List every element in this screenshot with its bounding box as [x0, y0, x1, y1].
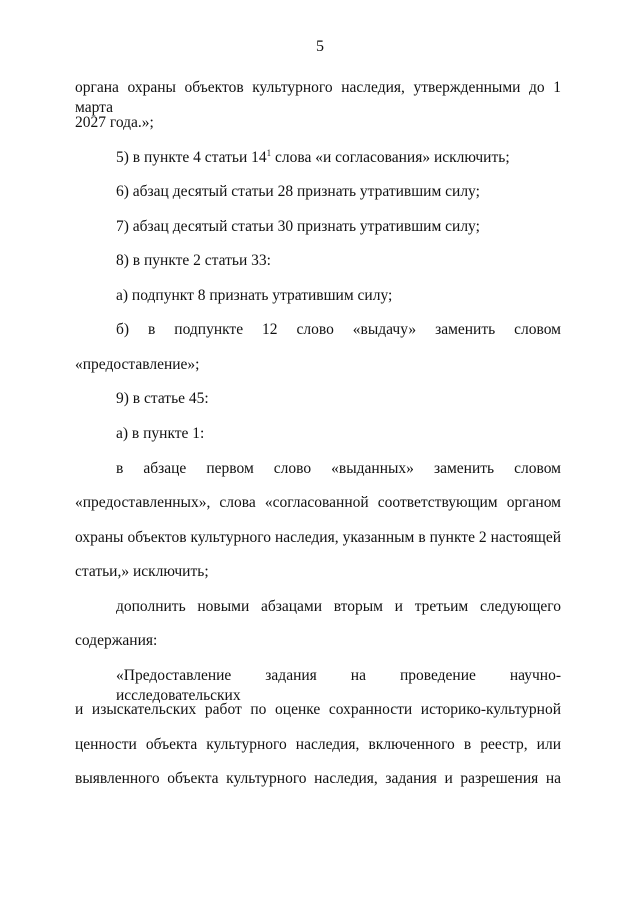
text-line: 8) в пункте 2 статьи 33: [116, 252, 271, 269]
text-line: «предоставленных», слова «согласованной соответствующим органом [75, 494, 561, 511]
text-fragment: слова «и согласования» исключить; [271, 149, 510, 166]
text-line: выявленного объекта культурного наследия, задания и разрешения на [75, 770, 561, 787]
text-line: органа охраны объектов культурного наследия, утвержденными до 1 марта [75, 79, 561, 116]
text-line: в абзаце первом слово «выданных» заменить словом [116, 460, 561, 477]
text-line: и изыскательских работ по оценке сохранности историко-культурной [75, 701, 561, 718]
text-line: ценности объекта культурного наследия, включенного в реестр, или [75, 736, 561, 753]
text-line: а) в пункте 1: [116, 425, 205, 442]
text-line: охраны объектов культурного наследия, указанным в пункте 2 настоящей [75, 529, 561, 546]
text-line: содержания: [75, 632, 158, 649]
text-line: 9) в статье 45: [116, 390, 209, 407]
text-line: 2027 года.»; [75, 114, 154, 131]
text-line: статьи,» исключить; [75, 563, 209, 580]
text-line: 6) абзац десятый статьи 28 признать утратившим силу; [116, 183, 480, 200]
text-line: дополнить новыми абзацами вторым и третьим следующего [116, 598, 561, 615]
text-line: а) подпункт 8 признать утратившим силу; [116, 287, 393, 304]
text-line [116, 148, 561, 168]
text-line: «предоставление»; [75, 356, 200, 373]
superscript: 1 [266, 148, 272, 158]
text-fragment: 5) в пункте 4 статьи 14 [116, 149, 267, 166]
page-number: 5 [316, 38, 324, 55]
text-line: 7) абзац десятый статьи 30 признать утратившим силу; [116, 218, 480, 235]
text-line: «Предоставление задания на проведение научно-исследовательских [116, 667, 561, 704]
text-line: б) в подпункте 12 слово «выдачу» заменить словом [116, 321, 561, 338]
